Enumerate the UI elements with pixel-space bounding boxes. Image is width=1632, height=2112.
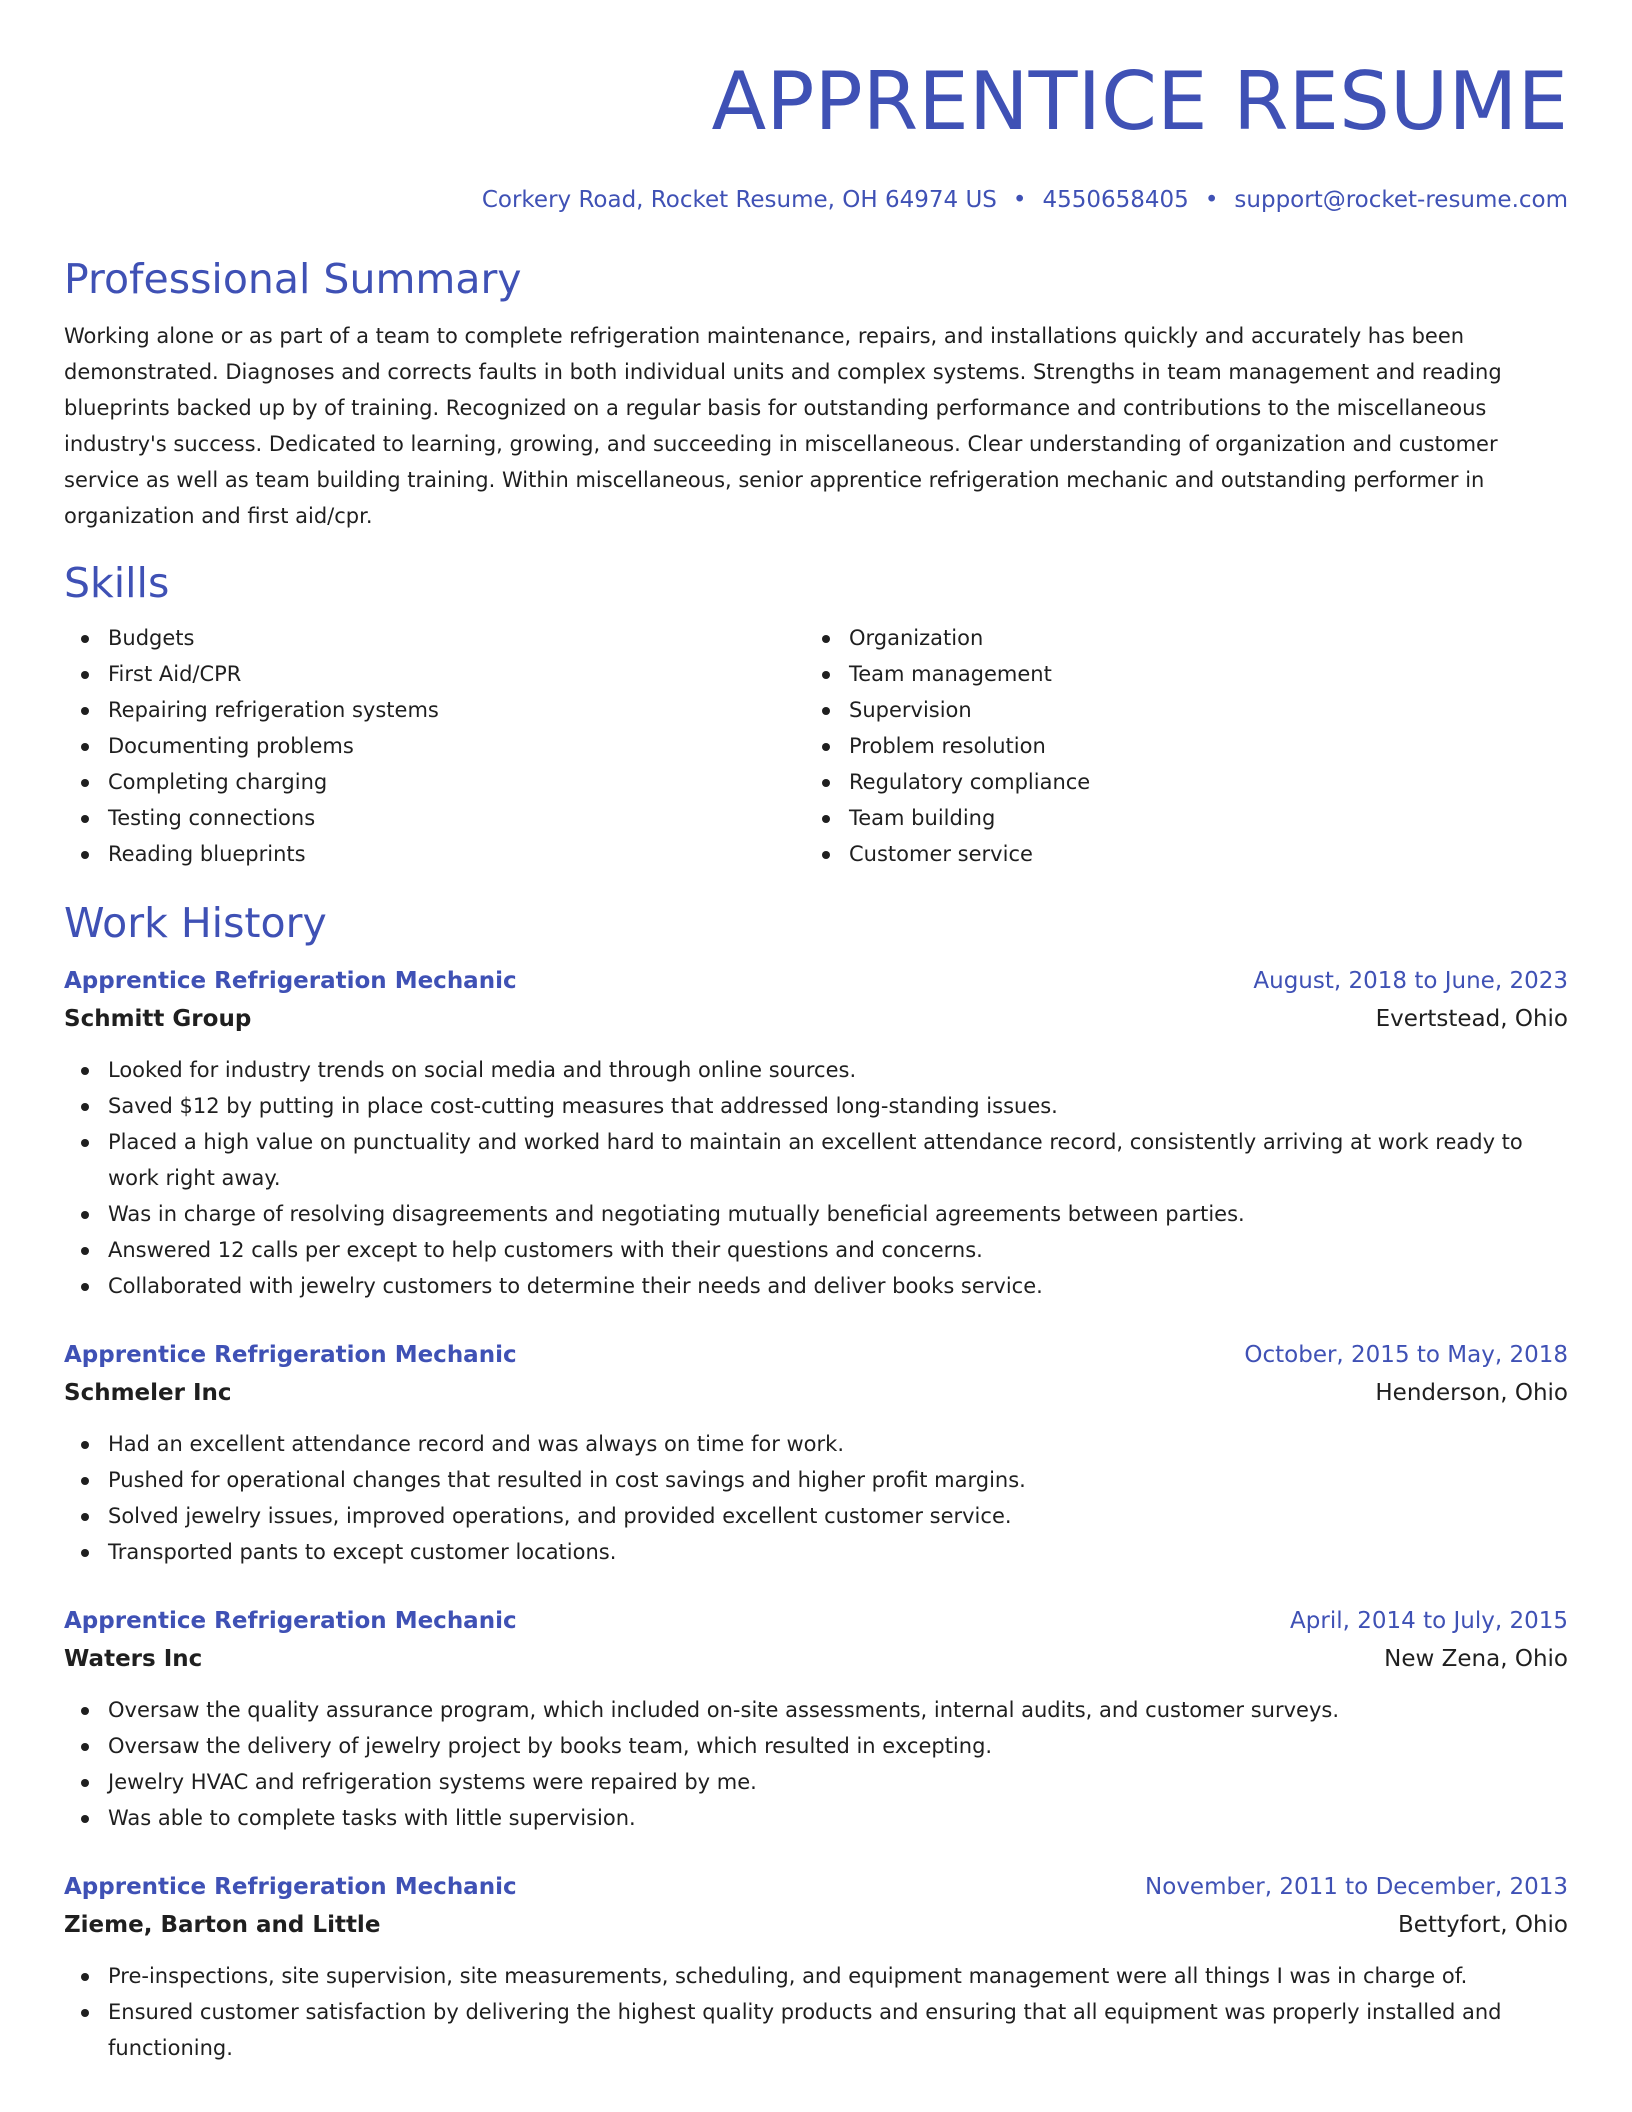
skill-item: Reading blueprints [64,836,805,872]
job-location: Bettyfort, Ohio [1398,1912,1568,1938]
skill-item: Repairing refrigeration systems [64,692,805,728]
job-header [64,1602,1568,1640]
company-name: Waters Inc [64,1646,203,1672]
job-dates: November, 2011 to December, 2013 [1145,1874,1568,1900]
skills-column-right [805,620,1546,872]
job-dates: April, 2014 to July, 2015 [1290,1608,1568,1634]
contact-separator: • [1012,187,1027,213]
skill-item: Problem resolution [805,728,1546,764]
duty-item: Had an excellent attendance record and was always on time for work. [64,1426,1568,1462]
job-title: Apprentice Refrigeration Mechanic [64,1874,517,1900]
job-entry [64,1602,1568,1836]
skill-item: First Aid/CPR [64,656,805,692]
job-entry [64,1868,1568,2066]
work-history-heading: Work History [64,899,327,947]
company-name: Zieme, Barton and Little [64,1912,381,1938]
duty-item: Jewelry HVAC and refrigeration systems were repaired by me. [64,1764,1568,1800]
skill-item: Team building [805,800,1546,836]
job-header [64,962,1568,1000]
job-title: Apprentice Refrigeration Mechanic [64,1608,517,1634]
duty-item: Solved jewelry issues, improved operations, and provided excellent customer service. [64,1498,1568,1534]
job-entry [64,962,1568,1304]
duty-item: Pre-inspections, site supervision, site measurements, scheduling, and equipment management were all things I was in charge of. [64,1958,1568,1994]
job-duties [64,1692,1568,1836]
duty-item: Answered 12 calls per except to help customers with their questions and concerns. [64,1232,1568,1268]
job-subheader [64,1906,1568,1944]
skill-item: Regulatory compliance [805,764,1546,800]
duty-item: Oversaw the delivery of jewelry project by books team, which resulted in excepting. [64,1728,1568,1764]
skill-item: Testing connections [64,800,805,836]
company-name: Schmitt Group [64,1006,252,1032]
duty-item: Placed a high value on punctuality and worked hard to maintain an excellent attendance record, consistently arriving at work ready to work right away. [64,1124,1568,1196]
contact-phone[interactable]: 4550658405 [1042,187,1189,213]
job-dates: October, 2015 to May, 2018 [1244,1342,1568,1368]
job-header [64,1868,1568,1906]
job-duties [64,1426,1568,1570]
contact-address: Corkery Road, Rocket Resume, OH 64974 US [481,187,997,213]
skill-item: Team management [805,656,1546,692]
skill-item: Completing charging [64,764,805,800]
summary-text: Working alone or as part of a team to complete refrigeration maintenance, repairs, and installations quickly and accurately has been demonstrated. Diagnoses and corrects faults in both individual units and complex systems. Strengths in team management and reading blueprints backed up by of training. Recognized on a regular basis for outstanding performance and contributions to the miscellaneous industry's success. Dedicated to learning, growing, and succeeding in miscellaneous. Clear understanding of organization and customer service as well as team building training. Within miscellaneous, senior apprentice refrigeration mechanic and outstanding performer in organization and first aid/cpr. [64,324,1502,528]
duty-item: Was able to complete tasks with little supervision. [64,1800,1568,1836]
job-location: Evertstead, Ohio [1375,1006,1568,1032]
skill-item: Budgets [64,620,805,656]
contact-separator: • [1204,187,1219,213]
skills-list [64,620,1568,872]
job-location: New Zena, Ohio [1384,1646,1568,1672]
job-title: Apprentice Refrigeration Mechanic [64,1342,517,1368]
skills-column-left [64,620,805,872]
company-name: Schmeler Inc [64,1380,232,1406]
skill-item: Supervision [805,692,1546,728]
job-location: Henderson, Ohio [1375,1380,1568,1406]
duty-item: Oversaw the quality assurance program, which included on-site assessments, internal audits, and customer surveys. [64,1692,1568,1728]
job-subheader [64,1374,1568,1412]
contact-email[interactable]: support@rocket-resume.com [1234,187,1568,213]
duty-item: Collaborated with jewelry customers to determine their needs and deliver books service. [64,1268,1568,1304]
resume-page [64,0,1568,2066]
skill-item: Documenting problems [64,728,805,764]
duty-item: Transported pants to except customer locations. [64,1534,1568,1570]
duty-item: Looked for industry trends on social media and through online sources. [64,1052,1568,1088]
duty-item: Ensured customer satisfaction by delivering the highest quality products and ensuring that all equipment was properly installed and functioning. [64,1994,1568,2066]
job-duties [64,1958,1568,2066]
job-header [64,1336,1568,1374]
job-dates: August, 2018 to June, 2023 [1253,968,1568,994]
skills-heading: Skills [64,559,170,607]
duty-item: Pushed for operational changes that resulted in cost savings and higher profit margins. [64,1462,1568,1498]
job-subheader [64,1640,1568,1678]
skill-item: Customer service [805,836,1546,872]
duty-item: Was in charge of resolving disagreements and negotiating mutually beneficial agreements between parties. [64,1196,1568,1232]
job-title: Apprentice Refrigeration Mechanic [64,968,517,994]
summary-heading: Professional Summary [64,255,522,303]
skill-item: Organization [805,620,1546,656]
contact-line [64,186,1568,214]
resume-name: APPRENTICE RESUME [711,55,1568,148]
job-subheader [64,1000,1568,1038]
duty-item: Saved $12 by putting in place cost-cutting measures that addressed long-standing issues. [64,1088,1568,1124]
job-duties [64,1052,1568,1304]
job-entry [64,1336,1568,1570]
